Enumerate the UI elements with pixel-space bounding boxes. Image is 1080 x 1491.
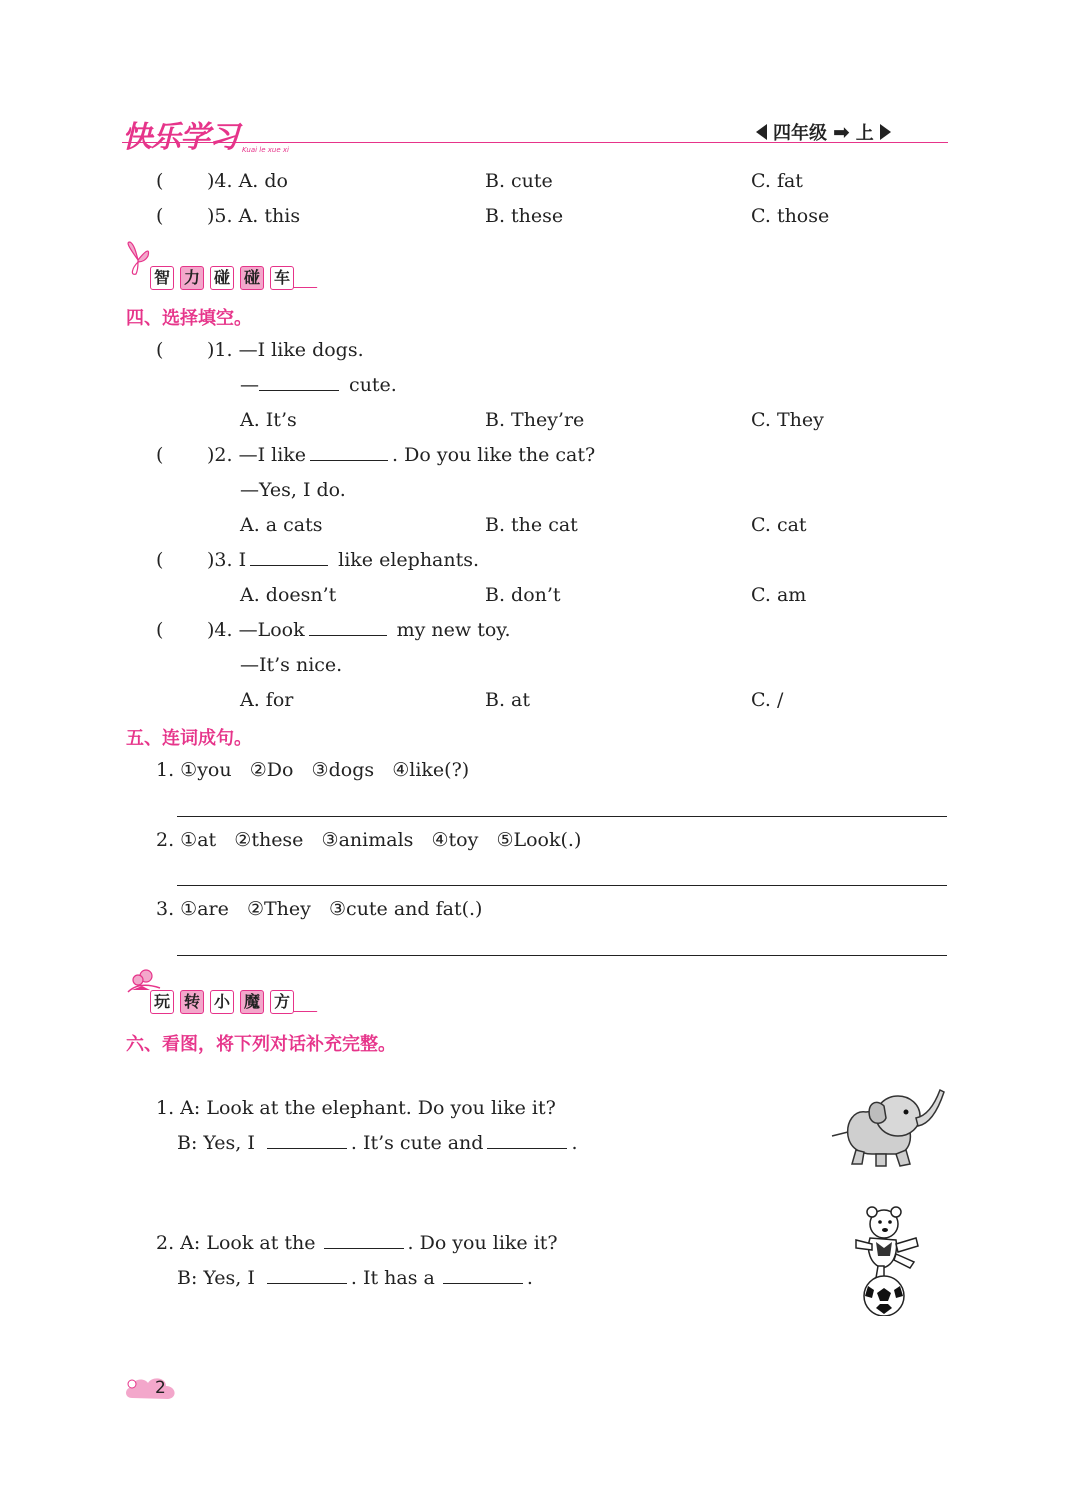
- section-6-title: 六、看图，将下列对话补充完整。: [126, 1034, 396, 1055]
- fill-blank[interactable]: [267, 1282, 347, 1284]
- q2-stem-pre: )2. —I like: [207, 444, 307, 466]
- dialog-2-b-pre: B: Yes, I: [177, 1267, 255, 1289]
- fill-blank[interactable]: [310, 459, 388, 461]
- answer-paren[interactable]: (: [156, 549, 164, 571]
- dialog-2-b-end: .: [526, 1267, 533, 1289]
- option-c: C. those: [751, 205, 830, 227]
- option-b: B. They’re: [485, 409, 585, 431]
- banner-char: 转: [180, 990, 204, 1014]
- answer-line[interactable]: [177, 885, 947, 886]
- option-c: C. /: [751, 689, 784, 711]
- option-c: C. fat: [751, 170, 803, 192]
- answer-paren[interactable]: (: [156, 619, 164, 641]
- banner-char: 碰: [210, 266, 234, 290]
- logo: 快乐学习: [122, 120, 238, 155]
- q4-stem: [207, 619, 511, 641]
- section-5-title: 五、连词成句。: [126, 728, 252, 749]
- left-triangle-icon[interactable]: [756, 124, 767, 140]
- right-triangle-icon[interactable]: [880, 124, 891, 140]
- fill-blank[interactable]: [259, 389, 339, 391]
- bear-on-ball-image: [846, 1204, 926, 1316]
- banner-tail: [293, 1001, 323, 1012]
- option-a: A. It’s: [240, 409, 297, 431]
- q4-stem-pre: )4. —Look: [207, 619, 305, 641]
- q4-stem-post: my new toy.: [396, 619, 511, 641]
- dialog-1-b: [177, 1132, 578, 1154]
- dialog-2-a-pre: 2. A: Look at the: [156, 1232, 316, 1254]
- q1-line2-tail: cute.: [349, 374, 397, 396]
- grade-nav: [756, 119, 891, 145]
- page-number-cloud: [124, 1374, 178, 1404]
- dialog-2-b-mid: . It has a: [350, 1267, 435, 1289]
- elephant-image: [826, 1082, 946, 1168]
- dialog-2-a: [156, 1232, 558, 1254]
- page-number: 2: [155, 1378, 166, 1398]
- term-label: 上: [855, 123, 874, 144]
- option-a: A. doesn’t: [240, 584, 337, 606]
- option-c: C. They: [751, 409, 824, 431]
- fill-blank[interactable]: [324, 1247, 404, 1249]
- butterfly-icon: [124, 240, 152, 280]
- fill-blank[interactable]: [267, 1147, 347, 1149]
- q3-stem-post: like elephants.: [338, 549, 480, 571]
- banner-char: 小: [210, 990, 234, 1014]
- q3-stem: [207, 549, 479, 571]
- option-c: C. am: [751, 584, 807, 606]
- section-4-title: 四、选择填空。: [126, 308, 252, 329]
- q3-stem-pre: )3. I: [207, 549, 247, 571]
- answer-paren[interactable]: (: [156, 339, 164, 361]
- dialog-2-b: [177, 1267, 533, 1289]
- fill-blank[interactable]: [487, 1147, 567, 1149]
- fill-blank[interactable]: [250, 564, 328, 566]
- answer-paren[interactable]: (: [156, 170, 164, 192]
- arrow-right-icon: ➡: [833, 120, 850, 144]
- q2-stem: [207, 444, 595, 466]
- answer-paren[interactable]: (: [156, 444, 164, 466]
- q1-line2: [240, 374, 397, 396]
- banner-char: 魔: [240, 990, 264, 1014]
- grade-label: 四年级: [773, 123, 827, 144]
- option-a: A. for: [240, 689, 294, 711]
- word-order-item-2: 2. ①at ②these ③animals ④toy ⑤Look(.): [156, 829, 582, 851]
- dialog-1-b-mid: . It’s cute and: [350, 1132, 484, 1154]
- fill-blank[interactable]: [309, 634, 387, 636]
- option-a: )5. A. this: [207, 205, 301, 227]
- option-b: B. don’t: [485, 584, 561, 606]
- dialog-2-a-post: . Do you like it?: [407, 1232, 558, 1254]
- banner-zhili: [150, 266, 320, 290]
- banner-char: 玩: [150, 990, 174, 1014]
- word-order-item-3: 3. ①are ②They ③cute and fat(.): [156, 898, 483, 920]
- banner-wanzhuan: [150, 990, 320, 1014]
- option-b: B. the cat: [485, 514, 578, 536]
- option-c: C. cat: [751, 514, 807, 536]
- banner-char: 方: [270, 990, 294, 1014]
- fill-blank[interactable]: [443, 1282, 523, 1284]
- option-b: B. these: [485, 205, 564, 227]
- q1-stem: )1. —I like dogs.: [207, 339, 364, 361]
- q2-stem-post: . Do you like the cat?: [392, 444, 596, 466]
- banner-char: 车: [270, 266, 294, 290]
- answer-line[interactable]: [177, 955, 947, 956]
- banner-tail: [293, 277, 323, 288]
- dash: —: [240, 374, 259, 396]
- answer-paren[interactable]: (: [156, 205, 164, 227]
- dialog-1-b-end: .: [571, 1132, 578, 1154]
- q2-line2: —Yes, I do.: [240, 479, 346, 501]
- dialog-1-a: 1. A: Look at the elephant. Do you like it?: [156, 1097, 556, 1119]
- word-order-item-1: 1. ①you ②Do ③dogs ④like(?): [156, 759, 470, 781]
- option-b: B. at: [485, 689, 531, 711]
- option-b: B. cute: [485, 170, 553, 192]
- banner-char: 智: [150, 266, 174, 290]
- option-a: A. a cats: [240, 514, 323, 536]
- logo-pinyin: Kuai le xue xi: [242, 146, 289, 154]
- banner-char: 力: [180, 266, 204, 290]
- answer-line[interactable]: [177, 816, 947, 817]
- q4-line2: —It’s nice.: [240, 654, 343, 676]
- dialog-1-b-pre: B: Yes, I: [177, 1132, 255, 1154]
- option-a: )4. A. do: [207, 170, 288, 192]
- banner-char: 碰: [240, 266, 264, 290]
